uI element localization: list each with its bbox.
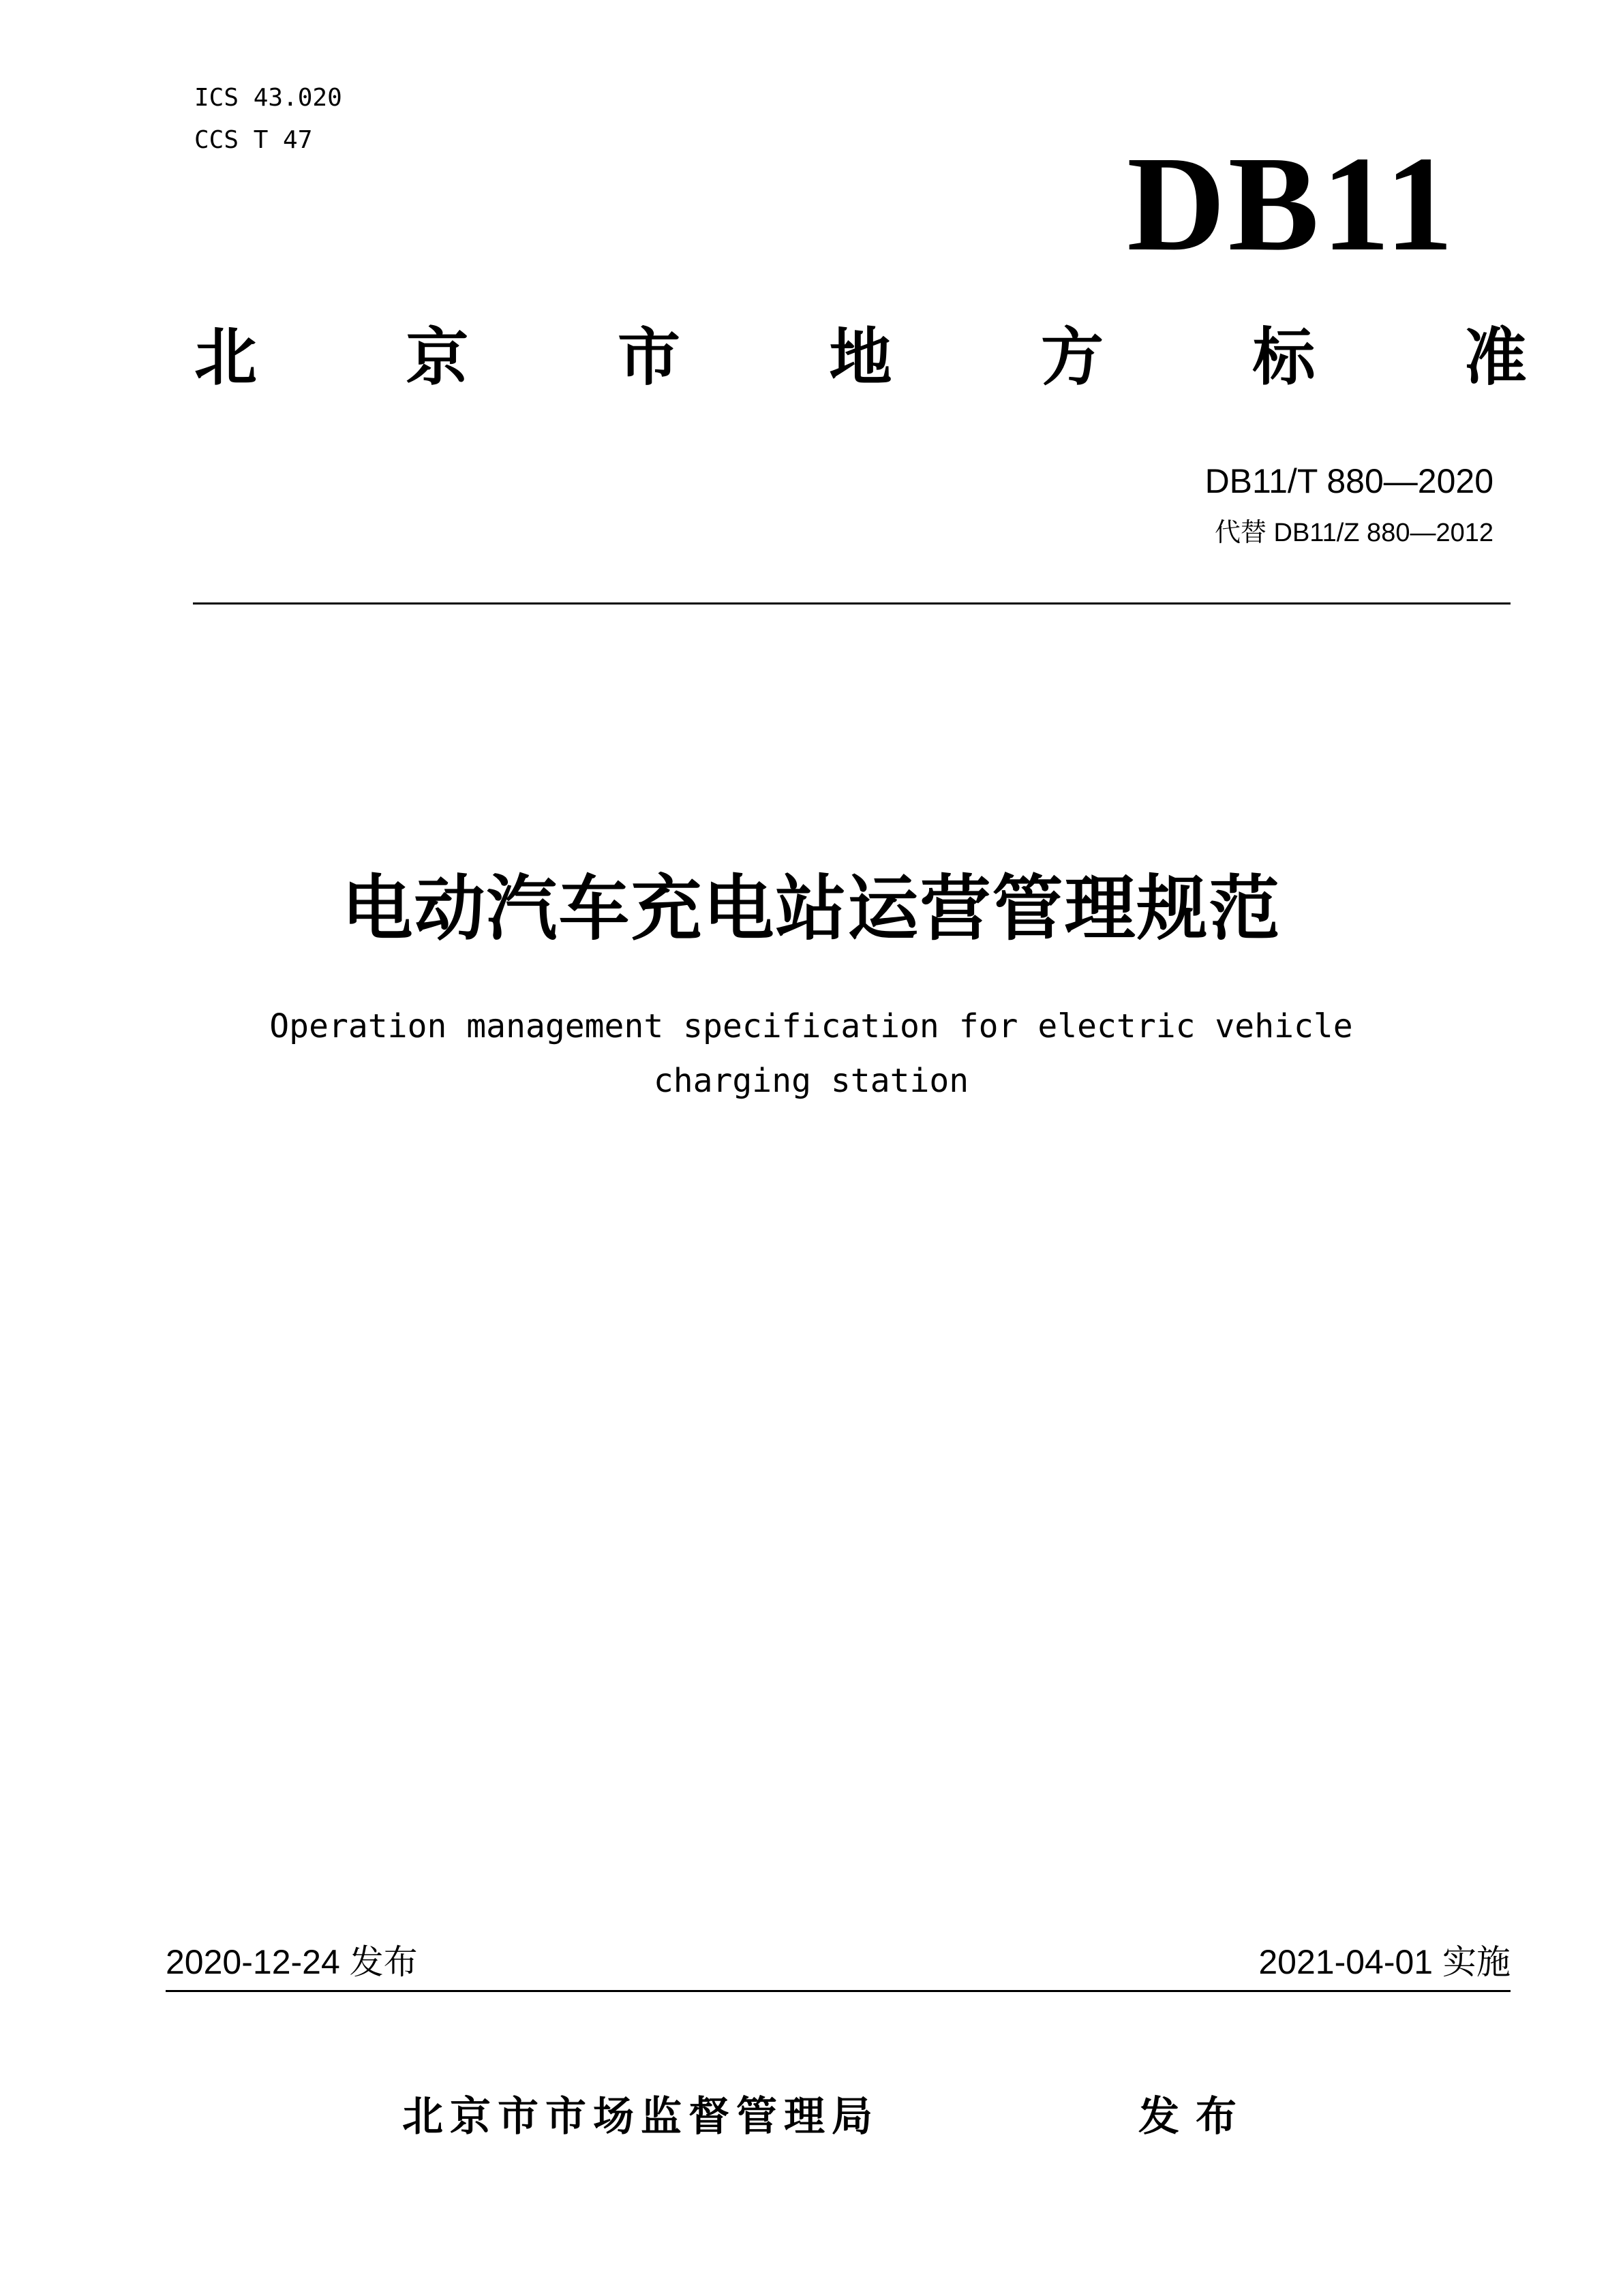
heading-char: 方 <box>1040 321 1104 394</box>
ccs-code: CCS T 47 <box>194 126 313 154</box>
heading-char: 地 <box>829 321 892 394</box>
title-english: Operation management specification for electric vehicle charging station <box>269 1007 1353 1100</box>
dates-divider <box>166 1990 1511 1992</box>
standard-type-heading <box>194 315 1527 394</box>
replaced-standard: 代替 DB11/Z 880—2012 <box>1214 519 1493 547</box>
heading-char: 准 <box>1463 321 1527 394</box>
issue-action: 发布 <box>1138 2093 1253 2141</box>
heading-char: 市 <box>617 321 680 394</box>
heading-char: 京 <box>406 321 469 394</box>
ics-code: ICS 43.020 <box>194 84 342 112</box>
issuing-authority: 北京市市场监督管理局 <box>402 2093 879 2141</box>
db11-logo: DB11 <box>1127 129 1456 279</box>
header-divider <box>193 602 1511 604</box>
standard-number: DB11/T 880—2020 <box>1204 462 1493 500</box>
implementation-date: 2021-04-01 实施 <box>1258 1943 1511 1981</box>
heading-char: 北 <box>194 321 258 394</box>
title-chinese: 电动汽车充电站运营管理规范 <box>342 867 1281 950</box>
publish-date: 2020-12-24 发布 <box>166 1943 418 1981</box>
heading-char: 标 <box>1252 321 1316 394</box>
